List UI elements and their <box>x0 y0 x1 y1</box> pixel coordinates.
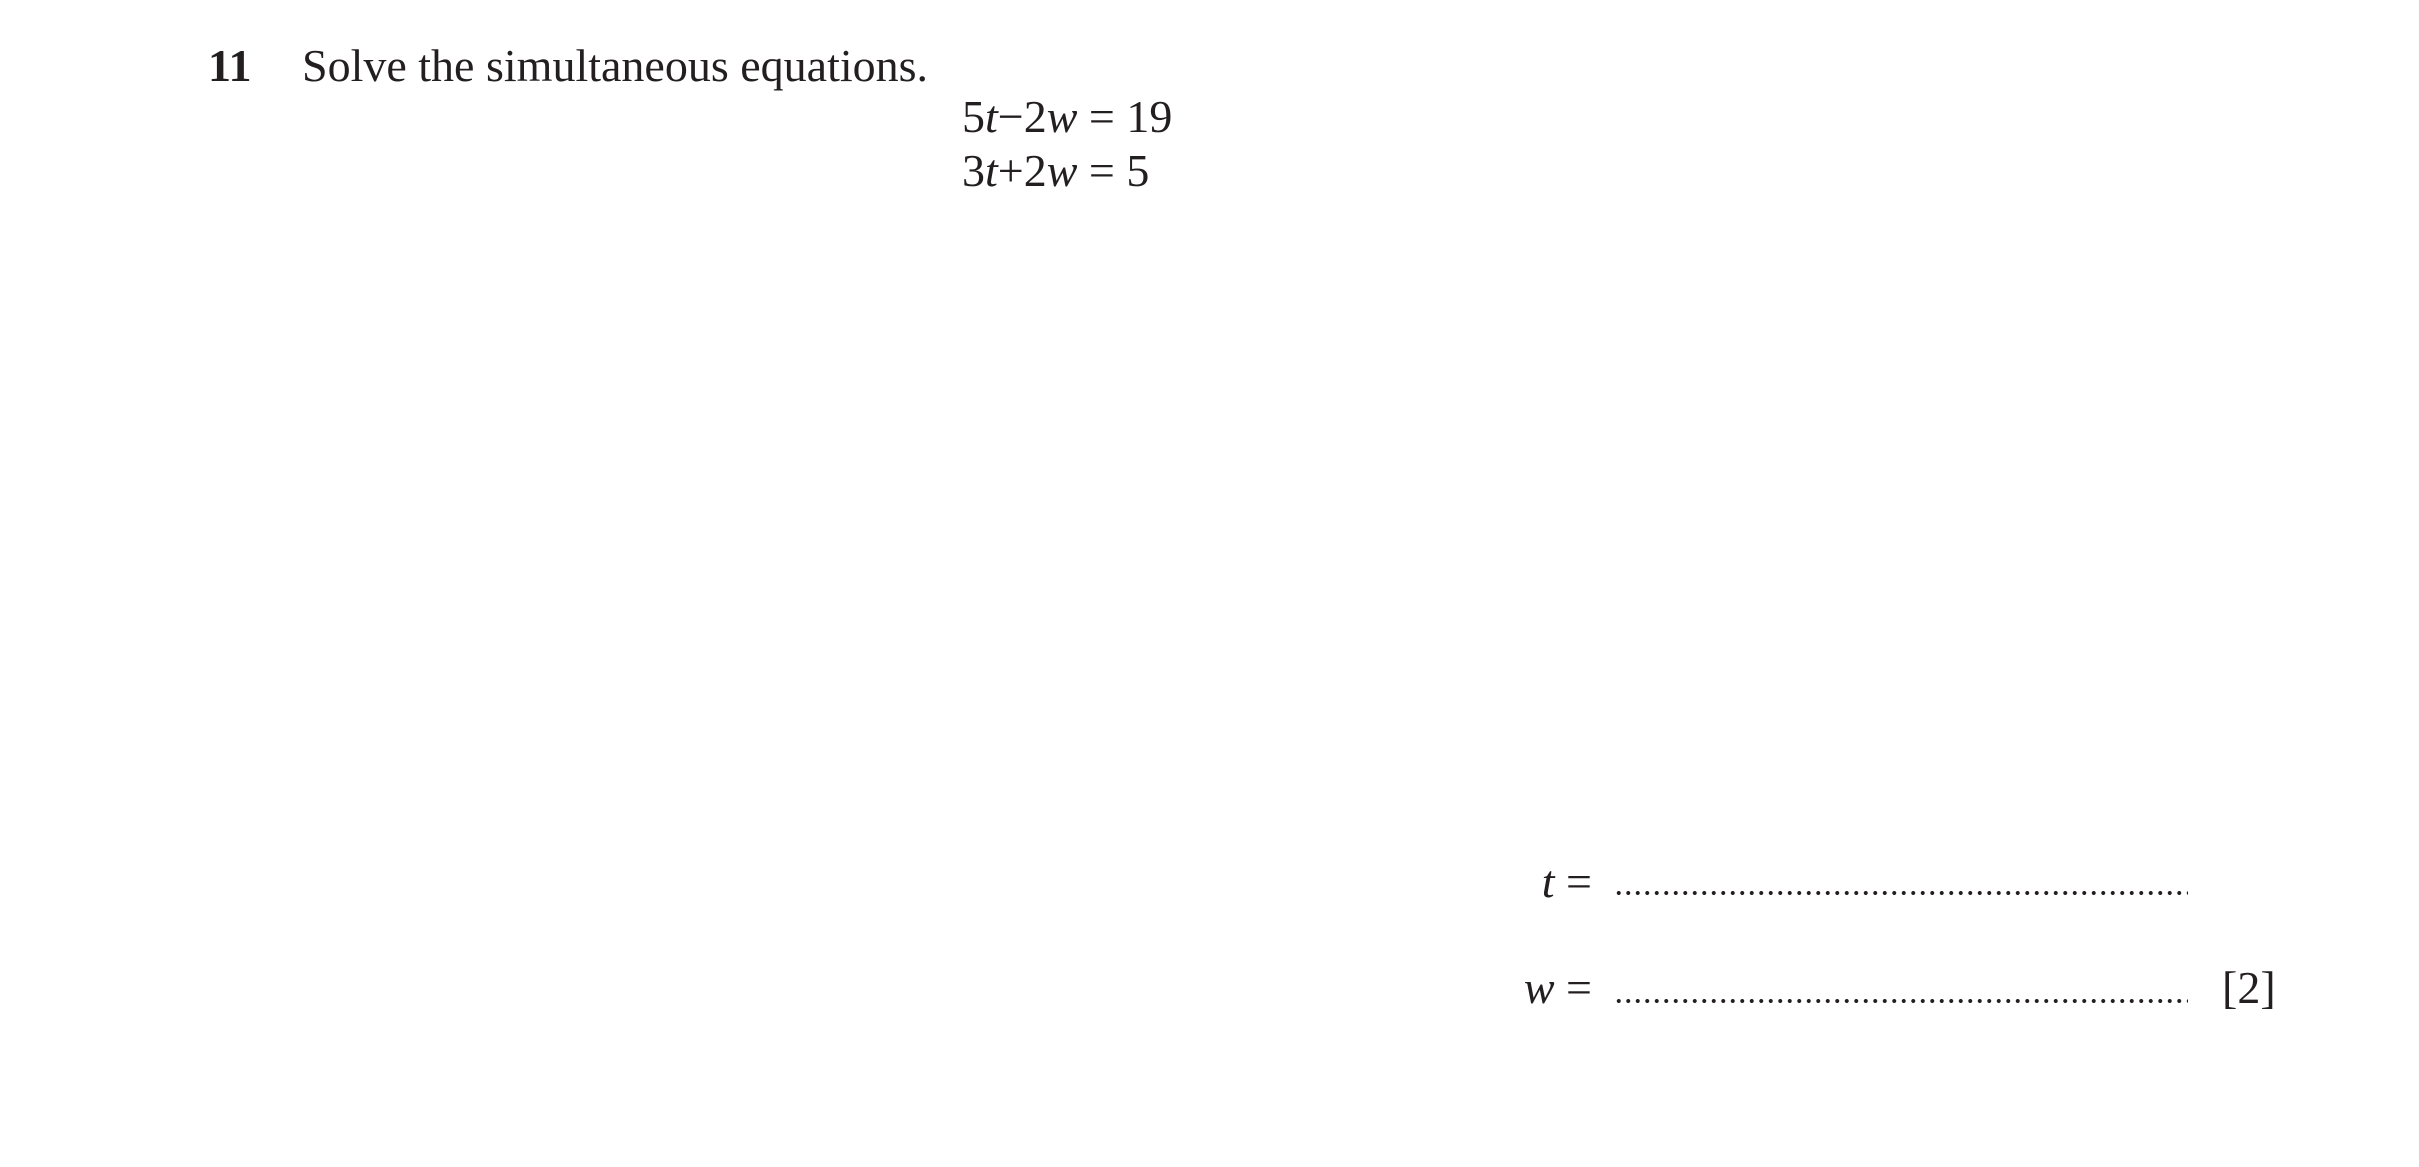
equation-2-coef1: 3 <box>962 145 985 196</box>
equation-2-rhs: 5 <box>1126 145 1150 196</box>
answer-row-t <box>0 852 1592 912</box>
equation-1 <box>962 90 1172 144</box>
answer-line-t[interactable] <box>1614 888 2188 898</box>
answer-equals-t: = <box>1566 856 1592 907</box>
answer-line-w[interactable] <box>1614 996 2188 1006</box>
answer-label-w <box>1472 958 1592 1018</box>
equation-2-var2: w <box>1046 145 1078 196</box>
equation-1-coef2: 2 <box>1023 91 1047 142</box>
equation-2-equals: = <box>1088 145 1115 196</box>
answer-variable-w: w <box>1523 962 1555 1013</box>
answer-equals-w: = <box>1566 962 1592 1013</box>
equation-2 <box>962 144 1172 198</box>
marks-allocation: [2] <box>2222 962 2276 1013</box>
question-number: 11 <box>208 40 252 91</box>
equation-2-coef2: 2 <box>1023 145 1047 196</box>
equation-1-coef1: 5 <box>962 91 985 142</box>
equation-1-rhs: 19 <box>1126 91 1173 142</box>
answer-variable-t: t <box>1541 856 1555 907</box>
equation-1-operator: − <box>997 91 1024 142</box>
equation-1-equals: = <box>1088 91 1115 142</box>
equation-1-var1: t <box>985 91 998 142</box>
question-instruction: Solve the simultaneous equations. <box>302 40 929 91</box>
answer-label-t <box>1472 852 1592 912</box>
equation-2-var1: t <box>985 145 998 196</box>
equation-system <box>962 90 1172 198</box>
equation-1-var2: w <box>1046 91 1078 142</box>
equation-2-operator: + <box>997 145 1024 196</box>
answer-row-w <box>0 958 1592 1018</box>
